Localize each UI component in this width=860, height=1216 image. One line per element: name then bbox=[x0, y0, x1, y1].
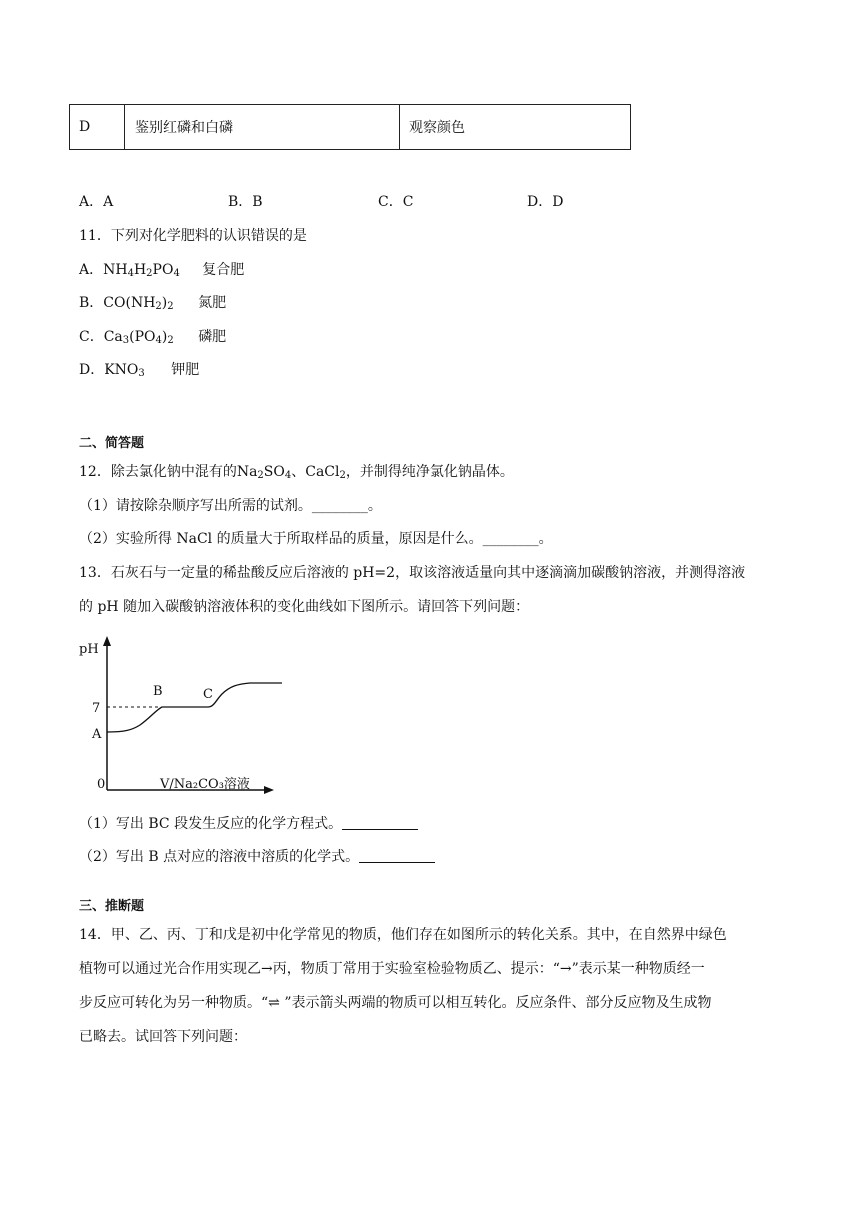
q11-option-a: A．$NH_4H_2PO_4$ 复合肥 bbox=[79, 262, 245, 279]
q11-option-b: B．$CO(NH_2)_2$ 氮肥 bbox=[79, 295, 227, 312]
q12-part1: （1）请按除杂顺序写出所需的试剂。________。 bbox=[79, 498, 382, 514]
q13-stem-line2: 的 pH 随加入碳酸钠溶液体积的变化曲线如下图所示。请回答下列问题： bbox=[79, 599, 530, 615]
q14-stem-line1: 14．甲、乙、丙、丁和戊是初中化学常见的物质，他们存在如图所示的转化关系。其中，在自然界中绿色 bbox=[79, 927, 727, 943]
q13-part1: （1）写出 BC 段发生反应的化学方程式。 bbox=[79, 814, 418, 834]
q12-part2: （2）实验所得 NaCl 的质量大于所取样品的质量，原因是什么。________。 bbox=[79, 531, 553, 547]
table-cell-purpose: 鉴别红磷和白磷 bbox=[125, 105, 400, 149]
point-label-b: B bbox=[153, 684, 163, 699]
q10-option-b: B．B bbox=[228, 194, 263, 210]
q10-option-c: C．C bbox=[378, 194, 414, 210]
point-label-a: A bbox=[92, 727, 102, 742]
q11-option-c: C．$Ca_3(PO_4)_2$ 磷肥 bbox=[79, 329, 227, 346]
option-table-row-d bbox=[69, 104, 631, 150]
q10-option-d: D．D bbox=[527, 194, 564, 210]
section-title-short-answer: 二、简答题 bbox=[79, 436, 145, 451]
q12-stem: 12．除去氯化钠中混有的$Na_2SO_4$、CaCl$_2$，并制得纯净氯化钠晶体。 bbox=[79, 464, 514, 481]
table-cell-option: D bbox=[70, 105, 125, 149]
y-axis-label: pH bbox=[79, 642, 99, 657]
x-axis-arrow bbox=[264, 786, 274, 794]
ph-titration-chart bbox=[70, 632, 300, 802]
q13-part2: （2）写出 B 点对应的溶液中溶质的化学式。 bbox=[79, 847, 435, 867]
q14-stem-line4: 已略去。试回答下列问题： bbox=[79, 1029, 247, 1045]
q10-option-a: A．A bbox=[79, 194, 114, 210]
y-tick-7: 7 bbox=[92, 701, 101, 716]
table-cell-method: 观察颜色 bbox=[409, 120, 465, 136]
q11-stem: 11．下列对化学肥料的认识错误的是 bbox=[79, 228, 307, 244]
q14-stem-line3: 步反应可转化为另一种物质。“⇌ ”表示箭头两端的物质可以相互转化。反应条件、部分反应物及生成物 bbox=[79, 995, 712, 1011]
origin-label: 0 bbox=[97, 777, 106, 792]
q13-stem-line1: 13．石灰石与一定量的稀盐酸反应后溶液的 pH=2，取该溶液适量向其中逐滴滴加碳酸钠溶液，并测得溶液 bbox=[79, 565, 746, 581]
section-title-inference: 三、推断题 bbox=[79, 899, 145, 914]
answer-blank[interactable]: ________ bbox=[311, 498, 368, 514]
y-axis-arrow bbox=[103, 636, 111, 646]
x-axis-label: V/Na₂CO₃溶液 bbox=[160, 777, 250, 792]
answer-blank[interactable]: ________ bbox=[482, 531, 539, 547]
answer-blank[interactable] bbox=[342, 815, 418, 830]
point-label-c: C bbox=[203, 687, 213, 702]
q14-stem-line2: 植物可以通过光合作用实现乙→丙，物质丁常用于实验室检验物质乙、提示：“→”表示某一种物质经一 bbox=[79, 961, 705, 977]
answer-blank[interactable] bbox=[359, 848, 435, 863]
q11-option-d: D．$KNO_3$ 钾肥 bbox=[79, 362, 200, 379]
